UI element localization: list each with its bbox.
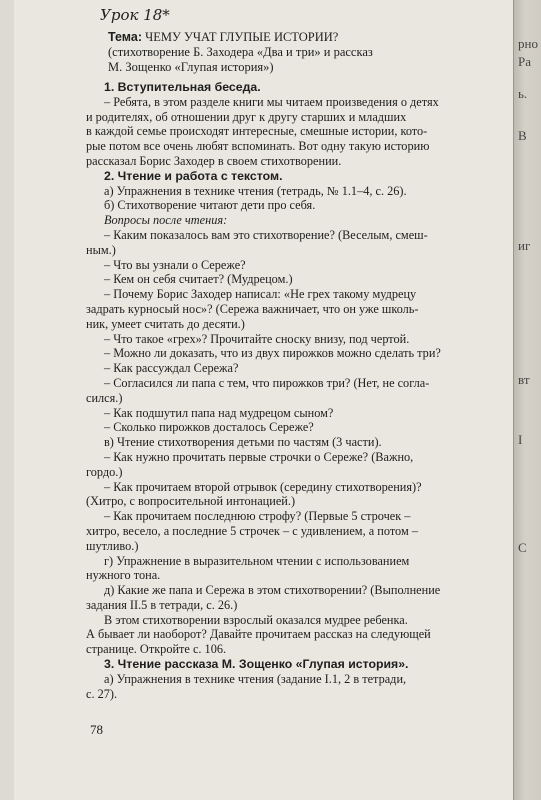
- margin-fragment: С: [518, 540, 527, 555]
- lesson-topic: [108, 30, 508, 75]
- facing-page-edge: [513, 0, 541, 800]
- text-line: хитро, весело, а последние 5 строчек – с удивлением, а потом –: [86, 523, 418, 538]
- text-line: А бывает ли наоборот? Давайте прочитаем рассказ на следующей: [86, 627, 431, 642]
- margin-fragment: ь.: [518, 86, 528, 101]
- text-line: – Что такое «грех»? Прочитайте сноску внизу, под чертой.: [104, 331, 410, 346]
- topic-line-3: М. Зощенко «Глупая история»): [108, 60, 274, 74]
- text-line: ным.): [86, 242, 116, 257]
- margin-fragment: В: [518, 128, 527, 143]
- questions-heading: Вопросы после чтения:: [104, 213, 228, 228]
- margin-fragment: рно: [518, 36, 538, 51]
- section-heading-1: 1. Вступительная беседа.: [104, 80, 261, 94]
- text-line: – Как нужно прочитать первые строчки о Сереже? (Важно,: [104, 449, 414, 464]
- text-line: – Как рассуждал Сережа?: [104, 361, 239, 376]
- text-line: г) Упражнение в выразительном чтении с использованием: [104, 553, 410, 568]
- text-line: ник, умеет считать до десяти.): [86, 316, 245, 331]
- text-line: – Как подшутил папа над мудрецом сыном?: [104, 405, 334, 420]
- margin-fragment: I: [518, 432, 523, 447]
- text-line: шутливо.): [86, 538, 139, 553]
- book-page: [14, 0, 514, 800]
- text-line: – Что вы узнали о Сереже?: [104, 257, 246, 272]
- text-line: задрать курносый нос»? (Сережа важничает, что он уже школь-: [86, 301, 419, 316]
- text-line: рые потом все очень любят вспоминать. Вот одну такую историю: [86, 139, 430, 154]
- text-line: и родителях, об отношении друг к другу старших и младших: [86, 109, 407, 124]
- text-line: а) Упражнения в технике чтения (задание I.1, 2 в тетради,: [104, 671, 407, 686]
- text-line: с. 27).: [86, 686, 118, 701]
- margin-fragment: Ра: [518, 54, 531, 69]
- text-line: а) Упражнения в технике чтения (тетрадь, № 1.1–4, с. 26).: [104, 183, 407, 198]
- margin-fragment: вт: [518, 372, 530, 387]
- text-line: – Сколько пирожков досталось Сереже?: [104, 420, 314, 435]
- text-line: сился.): [86, 390, 123, 405]
- text-line: – Согласился ли папа с тем, что пирожков три? (Нет, не согла-: [104, 375, 430, 390]
- text-line: – Как прочитаем второй отрывок (середину стихотворения)?: [104, 479, 422, 494]
- text-line: д) Какие же папа и Сережа в этом стихотворении? (Выполнение: [104, 583, 441, 598]
- section-heading-2: 2. Чтение и работа с текстом.: [104, 168, 283, 183]
- text-line: гордо.): [86, 464, 123, 479]
- page-number: 78: [90, 722, 103, 737]
- text-line: – Почему Борис Заходер написал: «Не грех такому мудрецу: [104, 287, 417, 302]
- topic-title: ЧЕМУ УЧАТ ГЛУПЫЕ ИСТОРИИ?: [145, 30, 339, 44]
- topic-label: Тема:: [108, 30, 142, 44]
- text-line: нужного тона.: [86, 568, 161, 583]
- topic-line-2: (стихотворение Б. Заходера «Два и три» и рассказ: [108, 45, 373, 59]
- text-line: – Кем он себя считает? (Мудрецом.): [104, 272, 293, 287]
- text-line: (Хитро, с вопросительной интонацией.): [86, 494, 296, 509]
- text-line: – Можно ли доказать, что из двух пирожков можно сделать три?: [104, 346, 441, 361]
- text-line: в) Чтение стихотворения детьми по частям (3 части).: [104, 435, 382, 450]
- text-line: В этом стихотворении взрослый оказался мудрее ребенка.: [104, 612, 408, 627]
- text-line: – Каким показалось вам это стихотворение? (Веселым, смеш-: [104, 227, 428, 242]
- text-line: б) Стихотворение читают дети про себя.: [104, 198, 316, 213]
- margin-fragment: иг: [518, 238, 531, 253]
- text-line: странице. Откройте с. 106.: [86, 642, 227, 657]
- lesson-body: [86, 80, 518, 701]
- text-line: рассказал Борис Заходер в своем стихотворении.: [86, 153, 342, 168]
- lesson-heading: Урок 18*: [100, 6, 170, 24]
- text-line: задания II.5 в тетради, с. 26.): [86, 597, 238, 612]
- text-line: в каждой семье происходят интересные, смешные истории, кото-: [86, 124, 428, 139]
- section-heading-3: 3. Чтение рассказа М. Зощенко «Глупая история».: [104, 657, 409, 672]
- text-line: – Ребята, в этом разделе книги мы читаем произведения о детях: [104, 94, 439, 109]
- text-line: – Как прочитаем последнюю строфу? (Первые 5 строчек –: [104, 509, 411, 524]
